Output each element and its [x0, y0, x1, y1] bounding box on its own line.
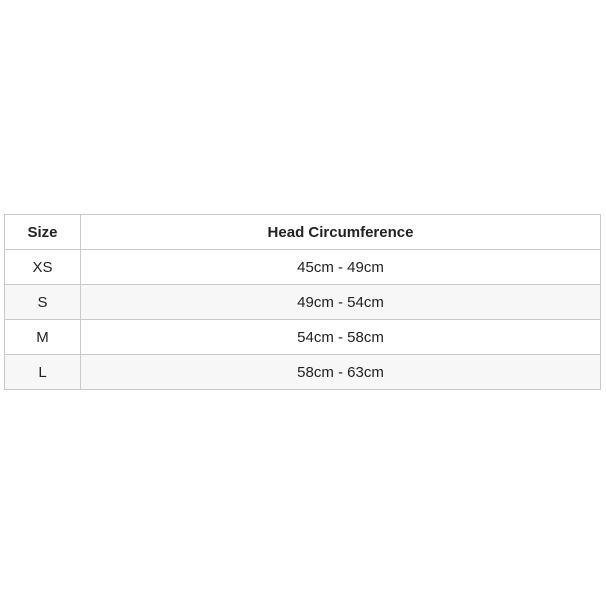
header-size: Size	[5, 215, 81, 250]
circumference-cell: 58cm - 63cm	[81, 355, 601, 390]
size-cell: S	[5, 285, 81, 320]
table-row	[5, 355, 601, 390]
size-chart-table	[4, 214, 601, 390]
circumference-cell: 45cm - 49cm	[81, 250, 601, 285]
table-header-row	[5, 215, 601, 250]
table-row	[5, 250, 601, 285]
size-cell: M	[5, 320, 81, 355]
circumference-cell: 54cm - 58cm	[81, 320, 601, 355]
size-cell: XS	[5, 250, 81, 285]
table-row	[5, 285, 601, 320]
table-row	[5, 320, 601, 355]
header-head-circumference: Head Circumference	[81, 215, 601, 250]
circumference-cell: 49cm - 54cm	[81, 285, 601, 320]
size-cell: L	[5, 355, 81, 390]
